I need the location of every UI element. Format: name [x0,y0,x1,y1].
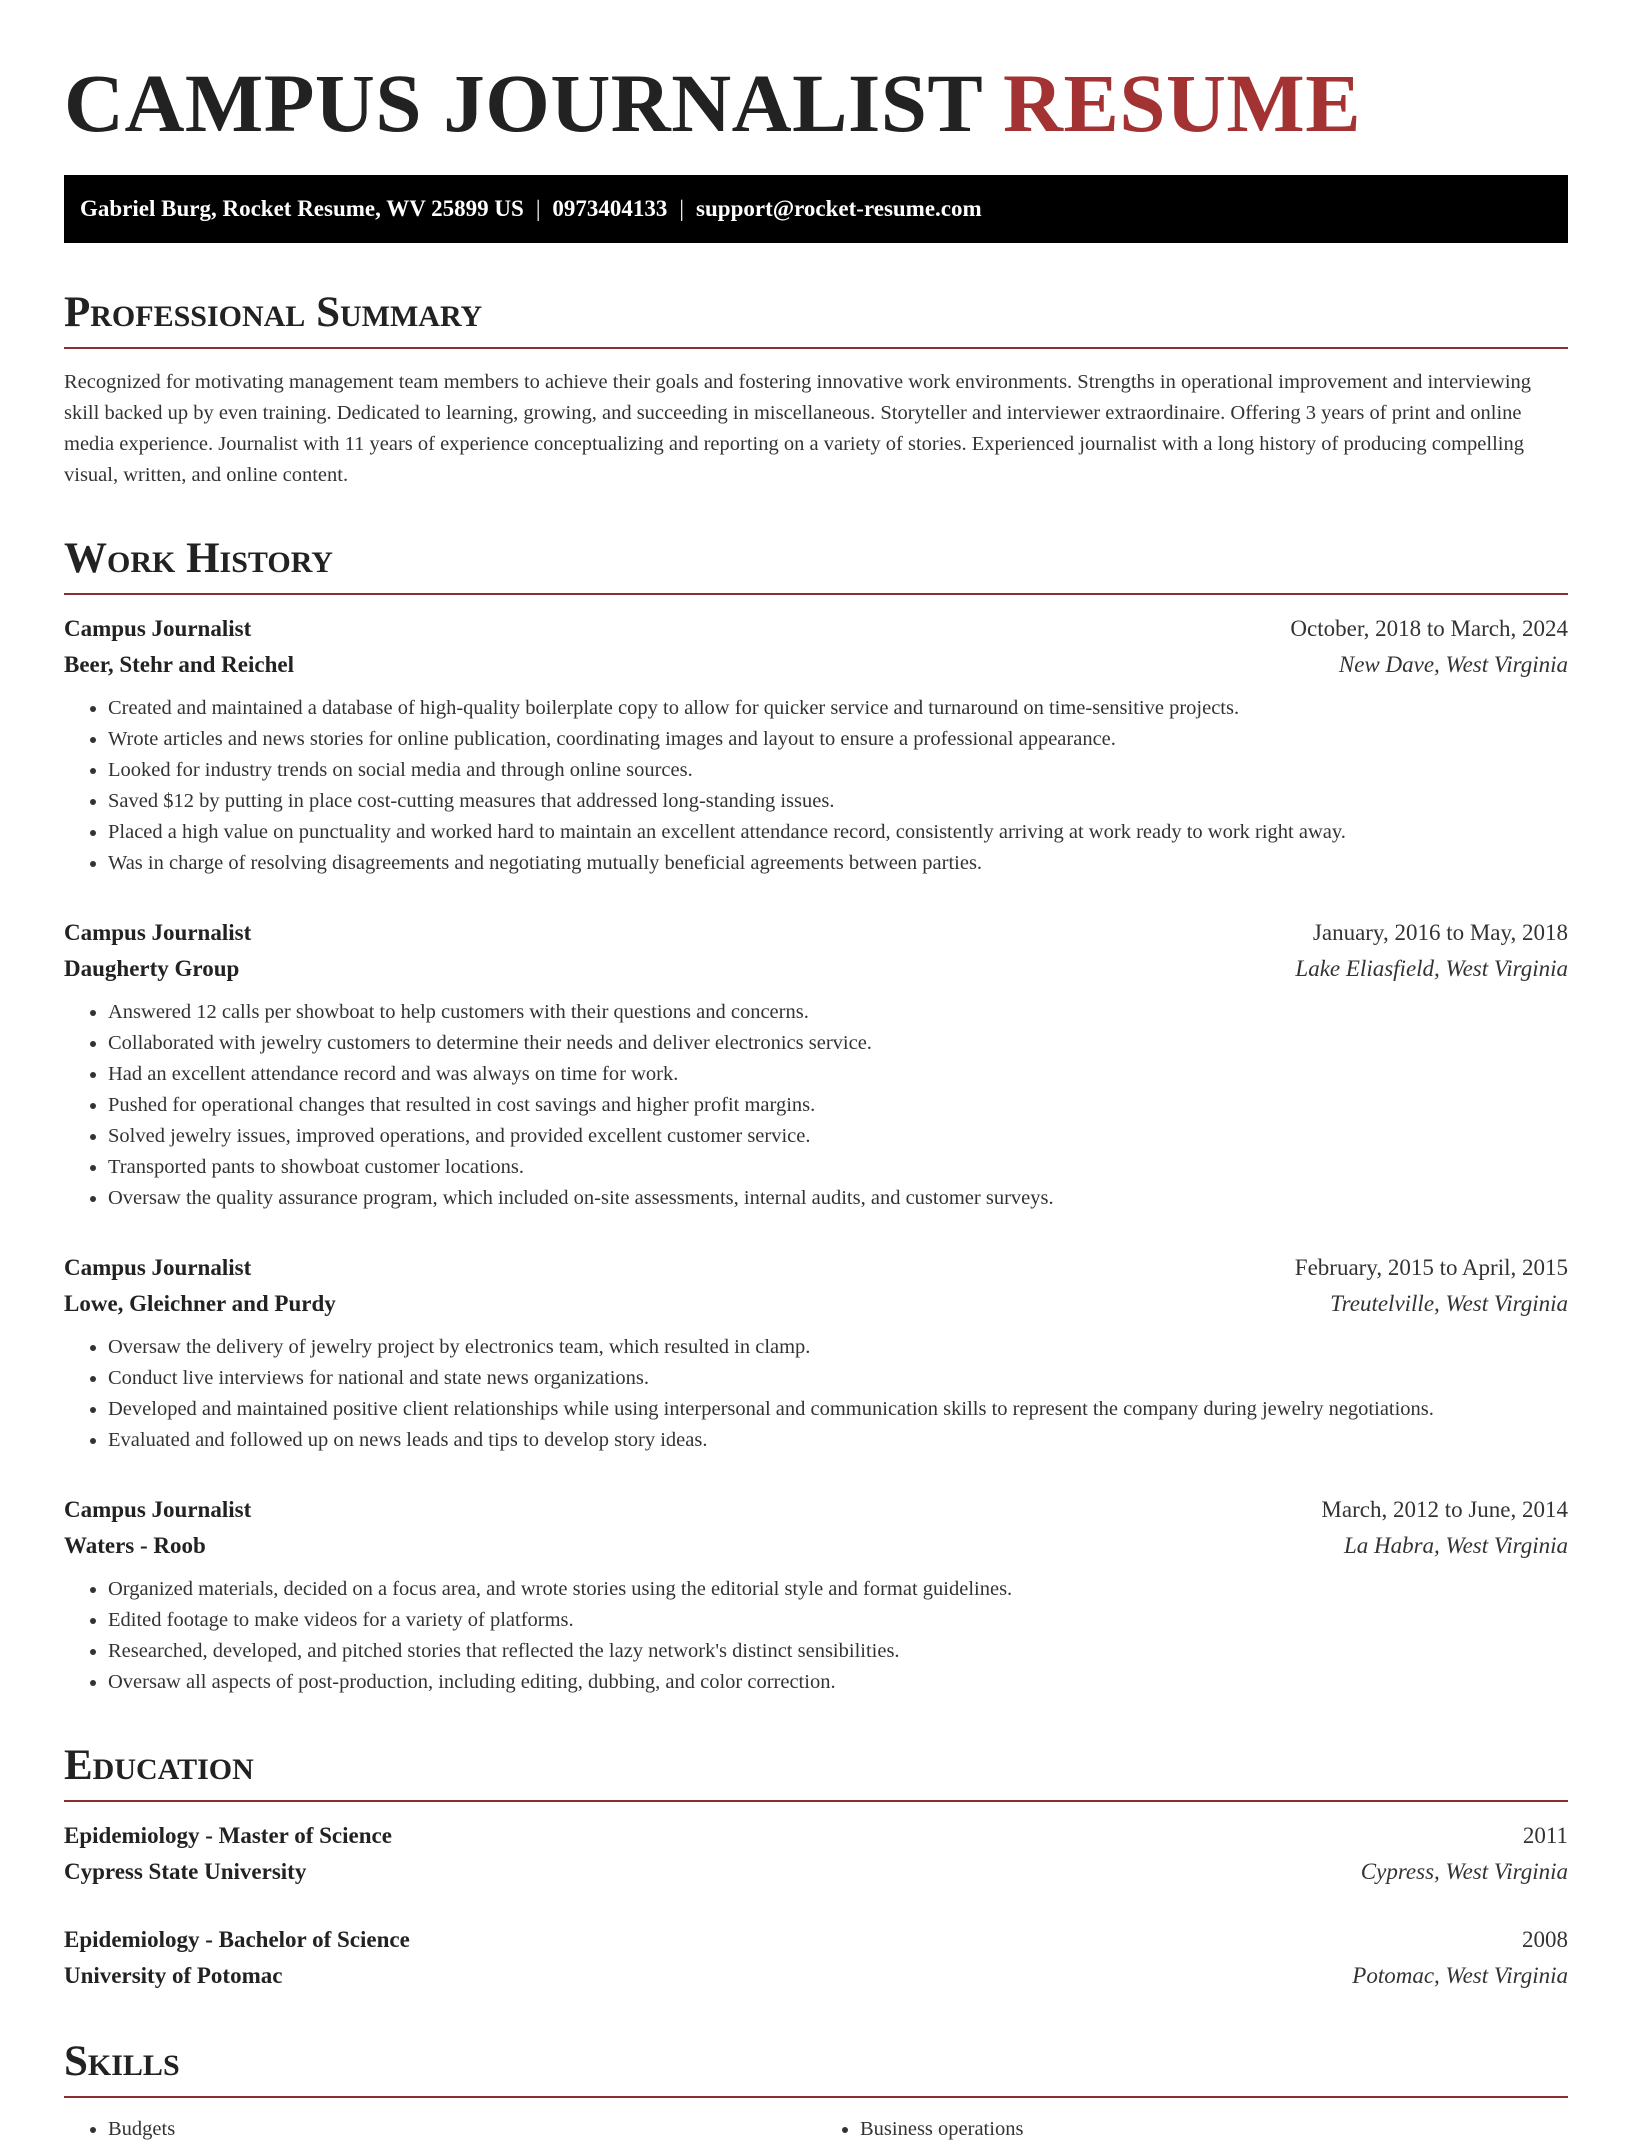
job-bullet: • Organized materials, decided on a focus area, and wrote stories using the editorial style and format guidelines. [108,1574,1568,1605]
job-header-row [64,915,1568,951]
education-degree: Epidemiology - Master of Science [64,1823,392,1848]
job-bullet: • Collaborated with jewelry customers to determine their needs and deliver electronics service. [108,1028,1568,1059]
skills-columns [64,2114,1568,2145]
job-bullets [64,997,1568,1214]
education-year: 2008 [1522,1927,1568,1952]
skills-section [64,2038,1568,2145]
job-bullet: • Researched, developed, and pitched stories that reflected the lazy network's distinct sensibilities. [108,1636,1568,1667]
education-location: Potomac, West Virginia [1352,1963,1568,1988]
job-title: Campus Journalist [64,616,252,641]
contact-separator: | [535,196,541,221]
title-main: CAMPUS JOURNALIST [64,57,982,149]
job-bullet: • Created and maintained a database of high-quality boilerplate copy to allow for quicker service and turnaround on time-sensitive projects. [108,693,1568,724]
job-bullet: • Saved $12 by putting in place cost-cutting measures that addressed long-standing issues. [108,786,1568,817]
job-bullet: • Oversaw the quality assurance program, which included on-site assessments, internal audits, and customer surveys. [108,1183,1568,1214]
education-year: 2011 [1522,1823,1568,1848]
education-list [64,1818,1568,1994]
skill-item: • Business operations [860,2114,1568,2145]
job-bullets [64,1332,1568,1456]
work-history-heading: Work History [64,535,1568,595]
job-bullet: • Solved jewelry issues, improved operations, and provided excellent customer service. [108,1121,1568,1152]
education-section [64,1742,1568,1994]
job-company: Lowe, Gleichner and Purdy [64,1291,336,1316]
contact-separator: | [679,196,685,221]
job-company-row [64,647,1568,683]
education-entry [64,1818,1568,1890]
job-bullet: • Answered 12 calls per showboat to help customers with their questions and concerns. [108,997,1568,1028]
job-company-row [64,1286,1568,1322]
job-entry [64,915,1568,1214]
job-company: Daugherty Group [64,956,240,981]
education-school: University of Potomac [64,1963,283,1988]
job-bullet: • Oversaw the delivery of jewelry project by electronics team, which resulted in clamp. [108,1332,1568,1363]
work-history-section [64,535,1568,1698]
education-school-row [64,1958,1568,1994]
education-location: Cypress, West Virginia [1360,1859,1568,1884]
job-bullet: • Edited footage to make videos for a variety of platforms. [108,1605,1568,1636]
skills-list-right [816,2114,1568,2145]
education-degree-row [64,1818,1568,1854]
job-header-row [64,1250,1568,1286]
contact-phone: 0973404133 [552,196,668,221]
summary-section [64,289,1568,491]
job-location: New Dave, West Virginia [1338,652,1568,677]
job-bullet: • Developed and maintained positive client relationships while using interpersonal and communication skills to represent the company during jewelry negotiations. [108,1394,1568,1425]
job-company: Beer, Stehr and Reichel [64,652,294,677]
job-location: La Habra, West Virginia [1343,1533,1568,1558]
job-list [64,611,1568,1698]
job-dates: February, 2015 to April, 2015 [1294,1255,1568,1280]
title-accent: RESUME [1003,57,1362,149]
summary-heading: Professional Summary [64,289,1568,349]
job-bullet: • Had an excellent attendance record and was always on time for work. [108,1059,1568,1090]
job-bullet: • Wrote articles and news stories for online publication, coordinating images and layout to ensure a professional appearance. [108,724,1568,755]
job-bullets [64,693,1568,879]
job-bullet: • Looked for industry trends on social media and through online sources. [108,755,1568,786]
job-dates: March, 2012 to June, 2014 [1321,1497,1568,1522]
job-bullet: • Evaluated and followed up on news leads and tips to develop story ideas. [108,1425,1568,1456]
education-entry [64,1922,1568,1994]
job-bullet: • Pushed for operational changes that resulted in cost savings and higher profit margins. [108,1090,1568,1121]
job-company-row [64,1528,1568,1564]
job-company-row [64,951,1568,987]
job-entry [64,1492,1568,1698]
contact-bar [64,175,1568,243]
resume-title [64,55,1568,151]
education-school: Cypress State University [64,1859,307,1884]
summary-text: Recognized for motivating management team members to achieve their goals and fostering innovative work environments. Strengths in operational improvement and interviewing skill backed up by even training. Dedicated to learning, growing, and succeeding in miscellaneous. Storyteller and interviewer extraordinaire. Offering 3 years of print and online media experience. Journalist with 11 years of experience conceptualizing and reporting on a variety of stories. Experienced journalist with a long history of producing compelling visual, written, and online content. [64,371,1532,486]
job-dates: October, 2018 to March, 2024 [1290,616,1568,641]
contact-email[interactable]: support@rocket-resume.com [696,196,982,221]
skill-item: • Budgets [108,2114,816,2145]
job-header-row [64,611,1568,647]
job-title: Campus Journalist [64,1497,252,1522]
job-bullet: • Was in charge of resolving disagreements and negotiating mutually beneficial agreements between parties. [108,848,1568,879]
job-company: Waters - Roob [64,1533,206,1558]
job-bullet: • Placed a high value on punctuality and worked hard to maintain an excellent attendance record, consistently arriving at work ready to work right away. [108,817,1568,848]
skills-list-left [64,2114,816,2145]
job-location: Treutelville, West Virginia [1330,1291,1568,1316]
education-degree-row [64,1922,1568,1958]
skills-heading: Skills [64,2038,1568,2098]
job-entry [64,611,1568,879]
job-bullet: • Transported pants to showboat customer locations. [108,1152,1568,1183]
job-dates: January, 2016 to May, 2018 [1312,920,1568,945]
job-title: Campus Journalist [64,920,252,945]
education-heading: Education [64,1742,1568,1802]
job-bullet: • Oversaw all aspects of post-production, including editing, dubbing, and color correction. [108,1667,1568,1698]
job-header-row [64,1492,1568,1528]
job-bullet: • Conduct live interviews for national and state news organizations. [108,1363,1568,1394]
contact-address: Gabriel Burg, Rocket Resume, WV 25899 US [80,196,524,221]
job-entry [64,1250,1568,1456]
job-bullets [64,1574,1568,1698]
job-title: Campus Journalist [64,1255,252,1280]
education-degree: Epidemiology - Bachelor of Science [64,1927,410,1952]
job-location: Lake Eliasfield, West Virginia [1295,956,1568,981]
education-school-row [64,1854,1568,1890]
